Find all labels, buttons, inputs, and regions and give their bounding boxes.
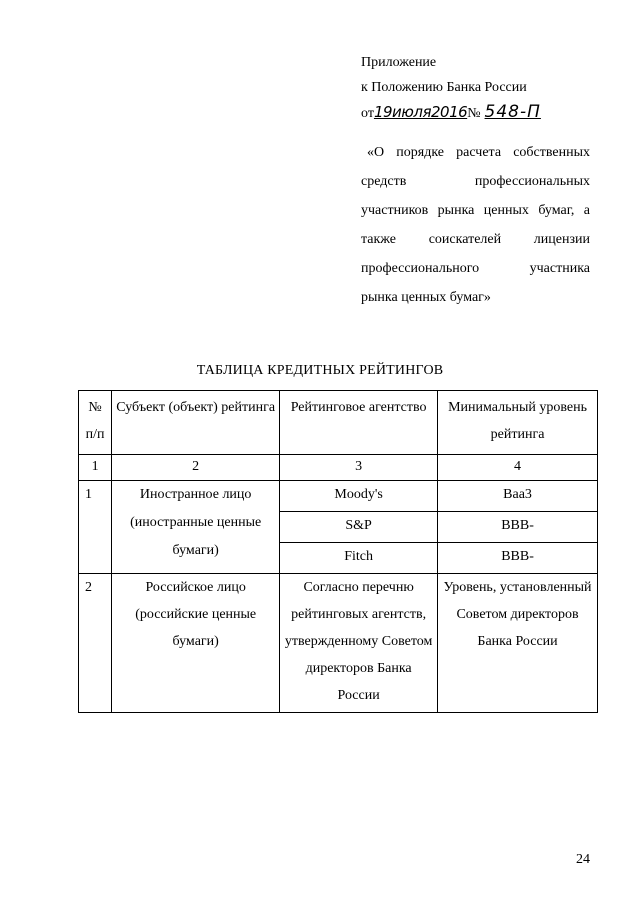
regulation-title-line: средств профессиональных [361, 174, 590, 189]
regulation-title [361, 138, 590, 312]
ref-prefix: от [361, 106, 374, 121]
column-number: 2 [112, 455, 280, 481]
table-title: ТАБЛИЦА КРЕДИТНЫХ РЕЙТИНГОВ [196, 363, 444, 378]
header-min-rating: Минимальный уровень рейтинга [438, 391, 598, 455]
annex-label: Приложение [361, 55, 437, 70]
table-row [79, 481, 598, 512]
header-number: № п/п [79, 391, 112, 455]
handwritten-number: 548-П [484, 102, 541, 122]
row-subject: Российское лицо (российские ценные бумаги) [112, 574, 280, 713]
page-number: 24 [576, 852, 590, 867]
regulation-title-line: «О порядке расчета собственных [367, 145, 590, 160]
regulation-title-line: участников рынка ценных бумаг, а [361, 203, 590, 218]
column-number: 1 [79, 455, 112, 481]
header-agency: Рейтинговое агентство [280, 391, 438, 455]
rating-cell: Baa3 [438, 481, 598, 512]
agency-cell: Moody's [280, 481, 438, 512]
annex-header [361, 50, 591, 312]
table-row [79, 574, 598, 713]
row-number: 2 [79, 574, 112, 713]
row-number: 1 [79, 481, 112, 574]
row-subject: Иностранное лицо (иностранные ценные бумаги) [112, 481, 280, 574]
handwritten-date: 19июля2016 [373, 103, 468, 121]
regulation-title-line: рынка ценных бумаг» [361, 290, 491, 305]
annex-ref-line [361, 100, 591, 126]
regulation-title-line: также соискателей лицензии [361, 232, 590, 247]
header-subject: Субъект (объект) рейтинга [112, 391, 280, 455]
table-header-row [79, 391, 598, 455]
annex-reference: к Положению Банка России [361, 80, 527, 95]
agency-cell: Согласно перечню рейтинговых агентств, утвержденному Советом директоров Банка России [280, 574, 438, 713]
agency-cell: Fitch [280, 543, 438, 574]
credit-ratings-table [78, 390, 598, 713]
rating-cell: Уровень, установленный Советом директоров Банка России [438, 574, 598, 713]
rating-cell: BBB- [438, 543, 598, 574]
ref-number-label: № [467, 106, 481, 121]
regulation-title-line: профессионального участника [361, 261, 590, 276]
column-number: 3 [280, 455, 438, 481]
column-number: 4 [438, 455, 598, 481]
column-numbers-row [79, 455, 598, 481]
rating-cell: BBB- [438, 512, 598, 543]
agency-cell: S&P [280, 512, 438, 543]
